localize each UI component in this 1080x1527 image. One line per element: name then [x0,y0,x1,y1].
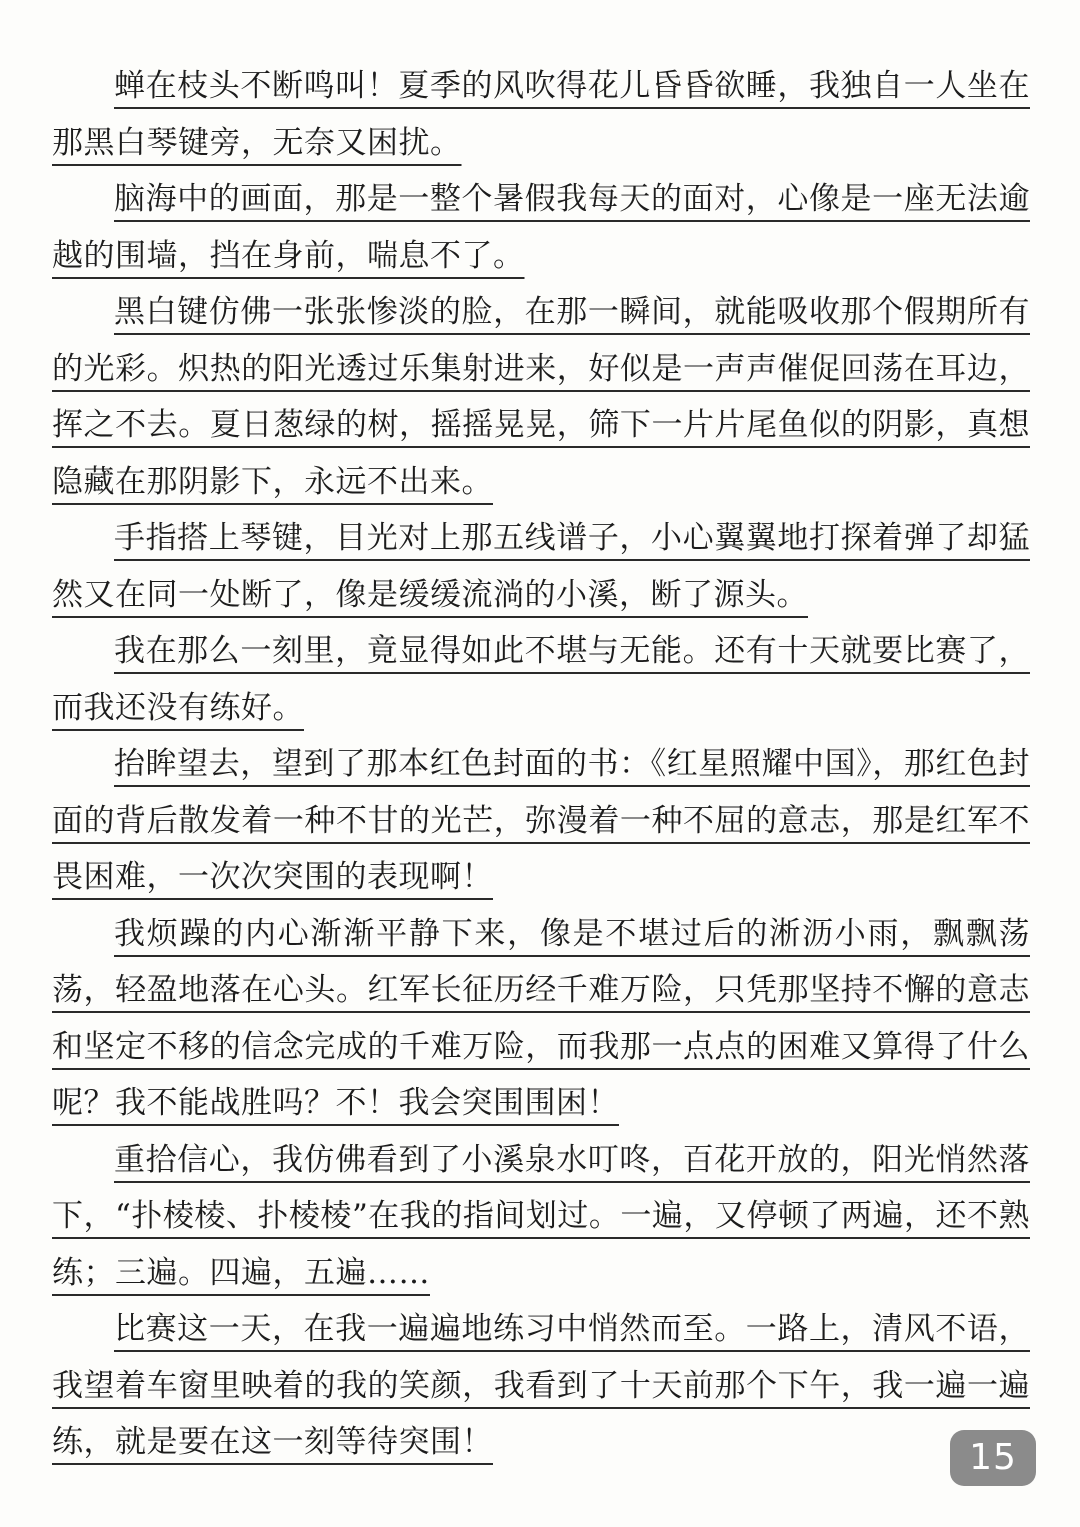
paragraph [52,736,1030,906]
paragraph [52,171,1030,284]
paragraph-text: 手指搭上琴键，目光对上那五线谱子，小心翼翼地打探着弹了却猛然又在同一处断了，像是缓缓流淌的小溪，断了源头。 [52,520,1030,613]
paragraph-text: 蝉在枝头不断鸣叫！夏季的风吹得花儿昏昏欲睡，我独自一人坐在那黑白琴键旁，无奈又困扰。 [52,68,1030,161]
paragraph-text: 比赛这一天，在我一遍遍地练习中悄然而至。一路上，清风不语，我望着车窗里映着的我的笑颜，我看到了十天前那个下午，我一遍一遍练，就是要在这一刻等待突围！ [52,1311,1030,1460]
paragraph [52,623,1030,736]
essay-body [52,58,1030,1471]
paragraph-text: 黑白键仿佛一张张惨淡的脸，在那一瞬间，就能吸收那个假期所有的光彩。炽热的阳光透过乐集射进来，好似是一声声催促回荡在耳边，挥之不去。夏日葱绿的树，摇摇晃晃，筛下一片片尾鱼似的阴影，真想隐藏在那阴影下，永远不出来。 [52,294,1030,500]
paragraph-text: 重拾信心，我仿佛看到了小溪泉水叮咚，百花开放的，阳光悄然落下，“扑棱棱、扑棱棱”在我的指间划过。一遍，又停顿了两遍，还不熟练；三遍。四遍，五遍…… [52,1141,1030,1291]
page-number-badge: 15 [950,1430,1036,1486]
paragraph [52,906,1030,1132]
paragraph-text: 我烦躁的内心渐渐平静下来，像是不堪过后的淅沥小雨，飘飘荡荡，轻盈地落在心头。红军长征历经千难万险，只凭那坚持不懈的意志和坚定不移的信念完成的千难万险，而我那一点点的困难又算得了什么呢？我不能战胜吗？不！我会突围围困！ [52,915,1030,1121]
paragraph [52,284,1030,510]
paragraph [52,1132,1030,1302]
paragraph [52,58,1030,171]
paragraph-text: 我在那么一刻里，竟显得如此不堪与无能。还有十天就要比赛了，而我还没有练好。 [52,633,1030,726]
paragraph [52,510,1030,623]
paragraph [52,1301,1030,1471]
paragraph-text: 脑海中的画面，那是一整个暑假我每天的面对，心像是一座无法逾越的围墙，挡在身前，喘息不了。 [52,181,1030,274]
paragraph-text: 抬眸望去，望到了那本红色封面的书：《红星照耀中国》，那红色封面的背后散发着一种不甘的光芒，弥漫着一种不屈的意志，那是红军不畏困难，一次次突围的表现啊！ [52,746,1030,895]
